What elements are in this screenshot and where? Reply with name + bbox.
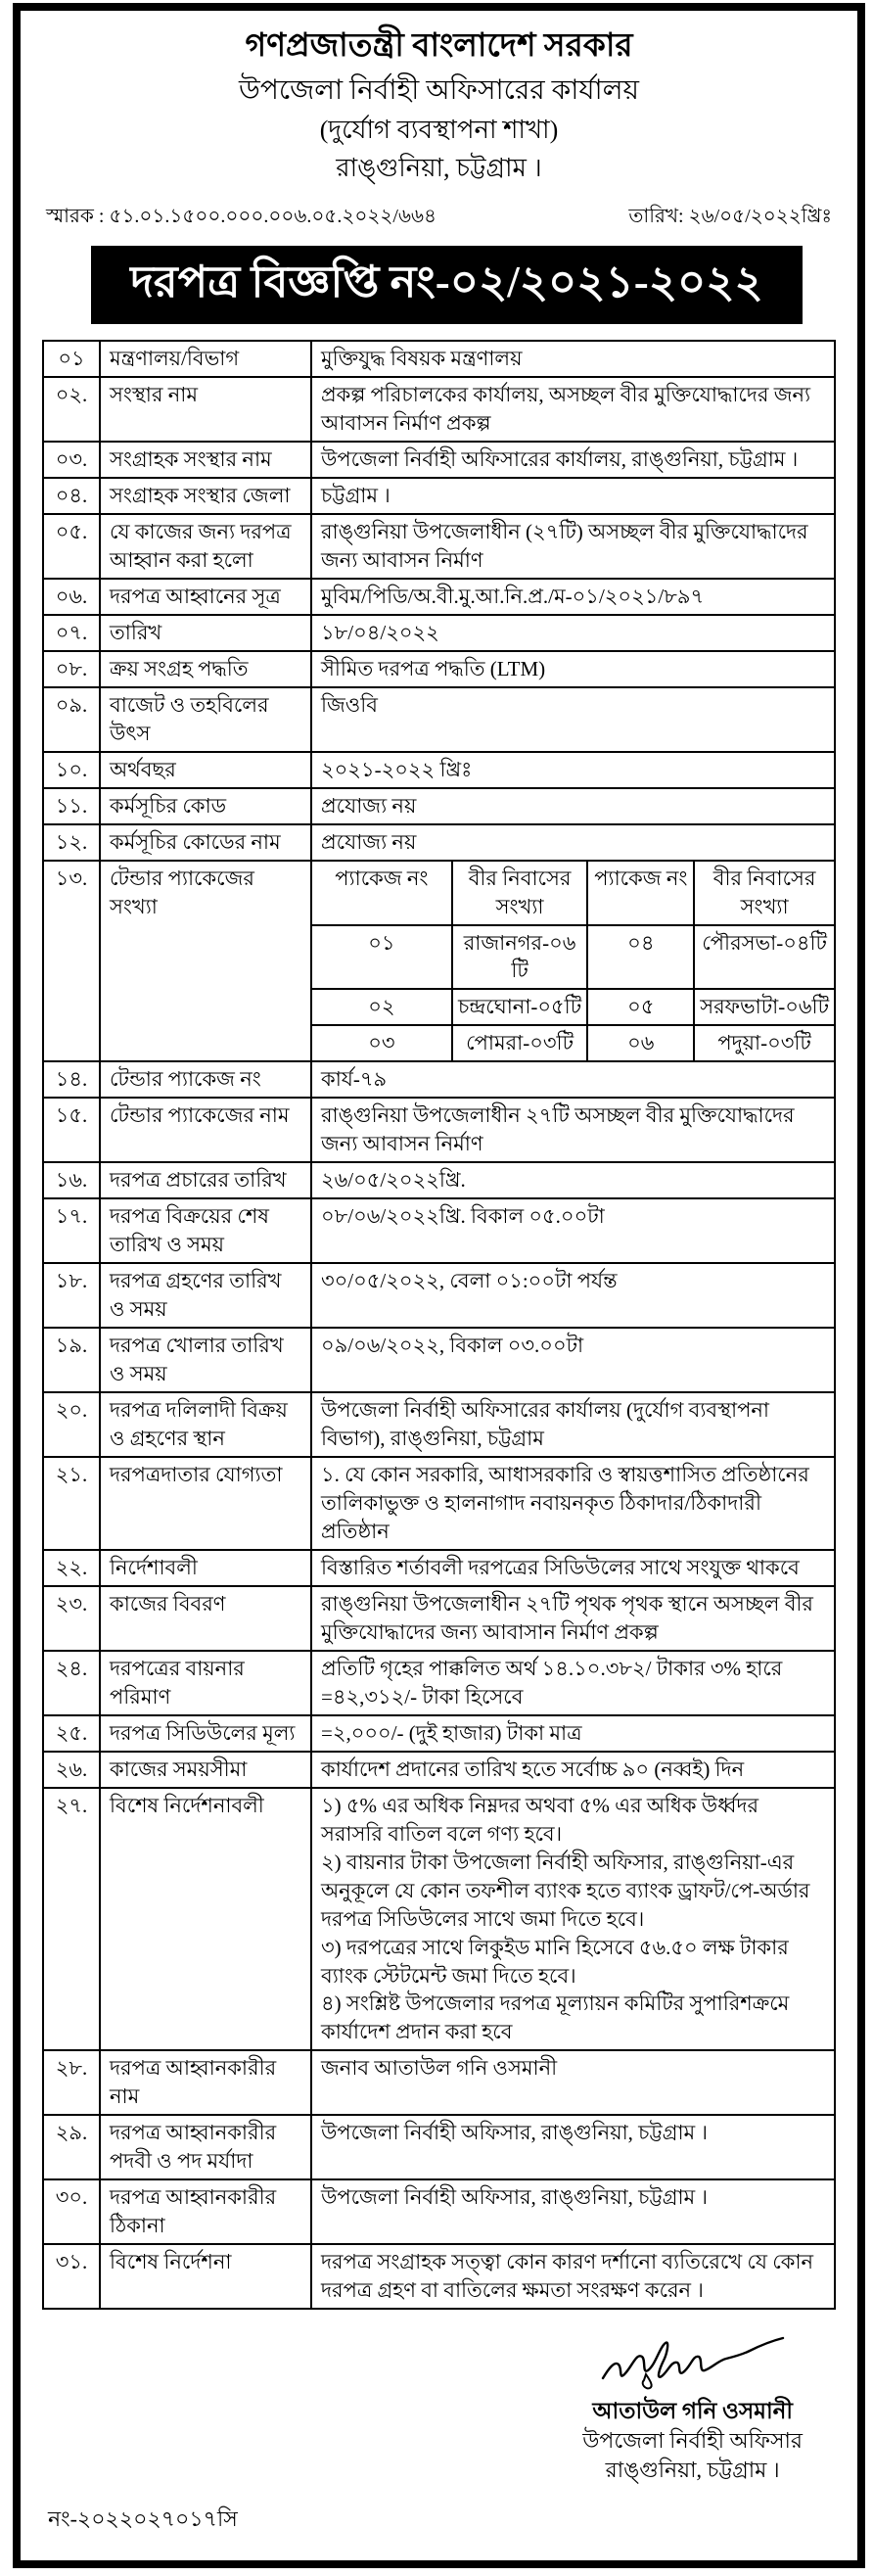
signature-wrap (42, 2331, 836, 2484)
row-label: সংস্থার নাম (100, 377, 311, 442)
row-value: উপজেলা নির্বাহী অফিসার, রাঙ্গুনিয়া, চট্টগ্রাম । (311, 2115, 835, 2179)
row-label: বিশেষ নির্দেশনাবলী (100, 1788, 311, 2051)
row-serial: ১৬. (43, 1162, 100, 1198)
row-serial: ১৩. (43, 861, 100, 1062)
signatory-address: রাঙ্গুনিয়া, চট্টগ্রাম । (605, 2457, 780, 2482)
row-serial: ২১. (43, 1457, 100, 1550)
row-label: দরপত্র গ্রহণের তারিখ ও সময় (100, 1263, 311, 1328)
row-value: উপজেলা নির্বাহী অফিসার, রাঙ্গুনিয়া, চট্টগ্রাম । (311, 2179, 835, 2244)
row-label: যে কাজের জন্য দরপত্র আহ্বান করা হলো (100, 514, 311, 579)
table-row (43, 2179, 835, 2244)
letterhead (42, 24, 836, 186)
signatory-name: আতাউল গনি ওসমানী (592, 2399, 793, 2424)
row-serial: ১৫. (43, 1098, 100, 1162)
value-line: ১) ৫% এর অধিক নিম্নদর অথবা ৫% এর অধিক উর্ধ্বদর সরাসরি বাতিল বলে গণ্য হবে। (321, 1793, 759, 1846)
row-value: চট্টগ্রাম । (311, 478, 835, 514)
row-value: ০৯/০৬/২০২২, বিকাল ০৩.০০টা (311, 1328, 835, 1392)
row-label: তারিখ (100, 615, 311, 651)
row-value: ১. যে কোন সরকারি, আধাসরকারি ও স্বায়ত্তশাসিত প্রতিষ্ঠানের তালিকাভুক্ত ও হালনাগাদ নবায়নকৃত ঠিকাদার/ঠিকাদারী প্রতিষ্ঠান (311, 1457, 835, 1550)
row-serial: ২২. (43, 1550, 100, 1586)
package-table-row (312, 925, 834, 990)
table-row (43, 861, 835, 1062)
row-value: রাঙ্গুনিয়া উপজেলাধীন (২৭টি) অসচ্ছল বীর মুক্তিযোদ্ধাদের জন্য আবাসন নির্মাণ (311, 514, 835, 579)
row-label: বাজেট ও তহবিলের উৎস (100, 687, 311, 752)
row-serial: ০৪. (43, 478, 100, 514)
notice-banner-title: দরপত্র বিজ্ঞপ্তি নং-০২/২০২১-২০২২ (91, 246, 803, 325)
row-label: টেন্ডার প্যাকেজের সংখ্যা (100, 861, 311, 1062)
row-serial: ২৯. (43, 2115, 100, 2179)
table-row (43, 1752, 835, 1788)
row-label: দরপত্র সিডিউলের মূল্য (100, 1715, 311, 1752)
row-label: দরপত্রদাতার যোগ্যতা (100, 1457, 311, 1550)
row-label: দরপত্র প্রচারের তারিখ (100, 1162, 311, 1198)
memo-row (46, 202, 832, 234)
row-value: জনাব আতাউল গনি ওসমানী (311, 2050, 835, 2115)
row-serial: ০৯. (43, 687, 100, 752)
row-value: প্রযোজ্য নয় (311, 824, 835, 861)
row-value: ০৮/০৬/২০২২খ্রি. বিকাল ০৫.০০টা (311, 1198, 835, 1263)
table-row (43, 377, 835, 442)
table-row (43, 1788, 835, 2051)
row-label: দরপত্র আহ্বানকারীর ঠিকানা (100, 2179, 311, 2244)
signature-scribble-icon (595, 2331, 791, 2398)
package-table-cell: ০৩ (312, 1025, 452, 1060)
table-row (43, 579, 835, 615)
row-value: সীমিত দরপত্র পদ্ধতি (LTM) (311, 651, 835, 687)
row-label: কাজের বিবরণ (100, 1586, 311, 1651)
row-label: দরপত্র আহ্বানকারীর পদবী ও পদ মর্যাদা (100, 2115, 311, 2179)
row-value: ২০২১-২০২২ খ্রিঃ (311, 752, 835, 788)
row-label: টেন্ডার প্যাকেজের নাম (100, 1098, 311, 1162)
row-label: টেন্ডার প্যাকেজ নং (100, 1061, 311, 1098)
row-label: সংগ্রাহক সংস্থার নাম (100, 442, 311, 478)
document-frame (13, 3, 865, 2568)
row-serial: ০২. (43, 377, 100, 442)
table-row (43, 1586, 835, 1651)
table-row (43, 478, 835, 514)
table-row (43, 788, 835, 824)
row-serial: ২৬. (43, 1752, 100, 1788)
row-serial: ০৫. (43, 514, 100, 579)
row-value: দরপত্র সংগ্রাহক সত্ত্বা কোন কারণ দর্শানো ব্যতিরেখে যে কোন দরপত্র গ্রহণ বা বাতিলের ক্ষমতা সংরক্ষণ করেন । (311, 2244, 835, 2309)
row-value: বিস্তারিত শর্তাবলী দরপত্রের সিডিউলের সাথে সংযুক্ত থাকবে (311, 1550, 835, 1586)
table-row (43, 1392, 835, 1457)
row-serial: ২০. (43, 1392, 100, 1457)
row-value: উপজেলা নির্বাহী অফিসারের কার্যালয় (দুর্যোগ ব্যবস্থাপনা বিভাগ), রাঙ্গুনিয়া, চট্টগ্রাম (311, 1392, 835, 1457)
package-table-cell: পোমরা-০৩টি (452, 1025, 588, 1060)
row-serial: ০৬. (43, 579, 100, 615)
row-value: ৩০/০৫/২০২২, বেলা ০১:০০টা পর্যন্ত (311, 1263, 835, 1328)
package-table-header-cell: প্যাকেজ নং (312, 862, 452, 925)
package-table-cell: ০১ (312, 925, 452, 990)
table-row (43, 1328, 835, 1392)
notice-table (42, 340, 836, 2310)
row-serial: ১২. (43, 824, 100, 861)
row-label: দরপত্র দলিলাদী বিক্রয় ও গ্রহণের স্থান (100, 1392, 311, 1457)
row-value: কার্য-৭৯ (311, 1061, 835, 1098)
row-serial: ০৭. (43, 615, 100, 651)
row-label: দরপত্র বিক্রয়ের শেষ তারিখ ও সময় (100, 1198, 311, 1263)
row-value: মুক্তিযুদ্ধ বিষয়ক মন্ত্রণালয় (311, 341, 835, 377)
memo-date: তারিখ: ২৬/০৫/২০২২খ্রিঃ (628, 205, 832, 227)
notice-table-body (43, 341, 835, 2309)
package-table-header-cell: প্যাকেজ নং (587, 862, 694, 925)
row-value: প্রতিটি গৃহের পাক্কলিত অর্থ ১৪.১০.৩৮২/ টাকার ৩% হারে =৪২,৩১২/- টাকা হিসেবে (311, 1651, 835, 1715)
row-serial: ৩০. (43, 2179, 100, 2244)
row-label: নির্দেশাবলী (100, 1550, 311, 1586)
package-table-row (312, 1025, 834, 1060)
row-serial: ২৫. (43, 1715, 100, 1752)
table-row (43, 1198, 835, 1263)
package-table-cell: পৌরসভা-০৪টি (694, 925, 834, 990)
row-serial: ২৮. (43, 2050, 100, 2115)
row-serial: ২৩. (43, 1586, 100, 1651)
row-value: জিওবি (311, 687, 835, 752)
row-value (311, 1788, 835, 2051)
row-serial: ৩১. (43, 2244, 100, 2309)
row-serial: ২৪. (43, 1651, 100, 1715)
row-value: উপজেলা নির্বাহী অফিসারের কার্যালয়, রাঙ্গুনিয়া, চট্টগ্রাম । (311, 442, 835, 478)
row-serial: ১৮. (43, 1263, 100, 1328)
package-table-cell: পদুয়া-০৩টি (694, 1025, 834, 1060)
package-table (312, 862, 834, 1061)
value-line: ৩) দরপত্রের সাথে লিকুইড মানি হিসেবে ৫৬.৫০ লক্ষ টাকার ব্যাংক স্টেটমেন্ট জমা দিতে হবে। (321, 1935, 789, 1988)
table-row (43, 2115, 835, 2179)
row-value: রাঙ্গুনিয়া উপজেলাধীন ২৭টি পৃথক পৃথক স্থানে অসচ্ছল বীর মুক্তিযোদ্ধাদের জন্য আবাসান নির্মাণ প্রকল্প (311, 1586, 835, 1651)
memo-number: স্মারক : ৫১.০১.১৫০০.০০০.০০৬.০৫.২০২২/৬৬৪ (46, 205, 436, 227)
package-table-row (312, 989, 834, 1025)
table-row (43, 2050, 835, 2115)
package-table-cell: ০৪ (587, 925, 694, 990)
table-row (43, 1651, 835, 1715)
footer-reference-number: নং-২০২২০২৭০১৭সি (48, 2506, 238, 2531)
package-table-header-row (312, 862, 834, 925)
package-table-cell: ০২ (312, 989, 452, 1025)
row-label: সংগ্রাহক সংস্থার জেলা (100, 478, 311, 514)
office-name: উপজেলা নির্বাহী অফিসারের কার্যালয় (239, 74, 639, 106)
package-table-header-cell: বীর নিবাসের সংখ্যা (694, 862, 834, 925)
table-row (43, 1715, 835, 1752)
row-label: দরপত্রের বায়নার পরিমাণ (100, 1651, 311, 1715)
row-value: মুবিম/পিডি/অ.বী.মু.আ.নি.প্র./ম-০১/২০২১/৮৯৭ (311, 579, 835, 615)
package-table-cell: ০৬ (587, 1025, 694, 1060)
table-row (43, 1550, 835, 1586)
table-row (43, 1162, 835, 1198)
row-label: দরপত্র আহ্বানকারীর নাম (100, 2050, 311, 2115)
row-serial: ০১ (43, 341, 100, 377)
package-table-header-cell: বীর নিবাসের সংখ্যা (452, 862, 588, 925)
row-label: দরপত্র খোলার তারিখ ও সময় (100, 1328, 311, 1392)
row-label: অর্থবছর (100, 752, 311, 788)
row-label: মন্ত্রণালয়/বিভাগ (100, 341, 311, 377)
signatory-title: উপজেলা নির্বাহী অফিসার (582, 2428, 803, 2454)
row-serial: ১০. (43, 752, 100, 788)
row-serial: ০৮. (43, 651, 100, 687)
row-value: ২৬/০৫/২০২২খ্রি. (311, 1162, 835, 1198)
value-line: ৪) সংশ্লিষ্ট উপজেলার দরপত্র মূল্যায়ন কমিটির সুপারিশক্রমে কার্যাদেশ প্রদান করা হবে (321, 1991, 790, 2044)
row-value: ১৮/০৪/২০২২ (311, 615, 835, 651)
row-value: প্রকল্প পরিচালকের কার্যালয়, অসচ্ছল বীর মুক্তিযোদ্ধাদের জন্য আবাসন নির্মাণ প্রকল্প (311, 377, 835, 442)
table-row (43, 514, 835, 579)
row-value (311, 861, 835, 1062)
government-title: গণপ্রজাতন্ত্রী বাংলাদেশ সরকার (245, 28, 633, 64)
table-row (43, 687, 835, 752)
row-serial: ০৩. (43, 442, 100, 478)
table-row (43, 442, 835, 478)
table-row (43, 2244, 835, 2309)
table-row (43, 615, 835, 651)
row-value: রাঙ্গুনিয়া উপজেলাধীন ২৭টি অসচ্ছল বীর মুক্তিযোদ্ধাদের জন্য আবাসন নির্মাণ (311, 1098, 835, 1162)
package-table-cell: চন্দ্রঘোনা-০৫টি (452, 989, 588, 1025)
row-label: ক্রয় সংগ্রহ পদ্ধতি (100, 651, 311, 687)
row-value: প্রযোজ্য নয় (311, 788, 835, 824)
table-row (43, 1061, 835, 1098)
table-row (43, 824, 835, 861)
row-serial: ১৪. (43, 1061, 100, 1098)
row-value: কার্যাদেশ প্রদানের তারিখ হতে সর্বোচ্চ ৯০ (নব্বই) দিন (311, 1752, 835, 1788)
branch-name: (দুর্যোগ ব্যবস্থাপনা শাখা) (319, 116, 559, 145)
table-row (43, 1263, 835, 1328)
row-label: দরপত্র আহ্বানের সূত্র (100, 579, 311, 615)
row-label: কাজের সময়সীমা (100, 1752, 311, 1788)
table-row (43, 752, 835, 788)
signature-block (582, 2331, 803, 2484)
row-label: কর্মসূচির কোড (100, 788, 311, 824)
row-serial: ১৭. (43, 1198, 100, 1263)
package-table-cell: সরফভাটা-০৬টি (694, 989, 834, 1025)
value-line: ২) বায়নার টাকা উপজেলা নির্বাহী অফিসার, রাঙ্গুনিয়া-এর অনুকূলে যে কোন তফশীল ব্যাংক হতে ব্যাংক ড্রাফট/পে-অর্ডার দরপত্র সিডিউলের সাথে জমা দিতে হবে। (321, 1850, 810, 1931)
row-serial: ১৯. (43, 1328, 100, 1392)
row-serial: ২৭. (43, 1788, 100, 2051)
table-row (43, 1457, 835, 1550)
table-row (43, 651, 835, 687)
office-location: রাঙ্গুনিয়া, চট্টগ্রাম । (336, 154, 542, 183)
table-row (43, 341, 835, 377)
row-label: বিশেষ নির্দেশনা (100, 2244, 311, 2309)
row-value: =২,০০০/- (দুই হাজার) টাকা মাত্র (311, 1715, 835, 1752)
row-serial: ১১. (43, 788, 100, 824)
table-row (43, 1098, 835, 1162)
package-table-cell: রাজানগর-০৬টি (452, 925, 588, 990)
row-label: কর্মসূচির কোডের নাম (100, 824, 311, 861)
package-table-cell: ০৫ (587, 989, 694, 1025)
